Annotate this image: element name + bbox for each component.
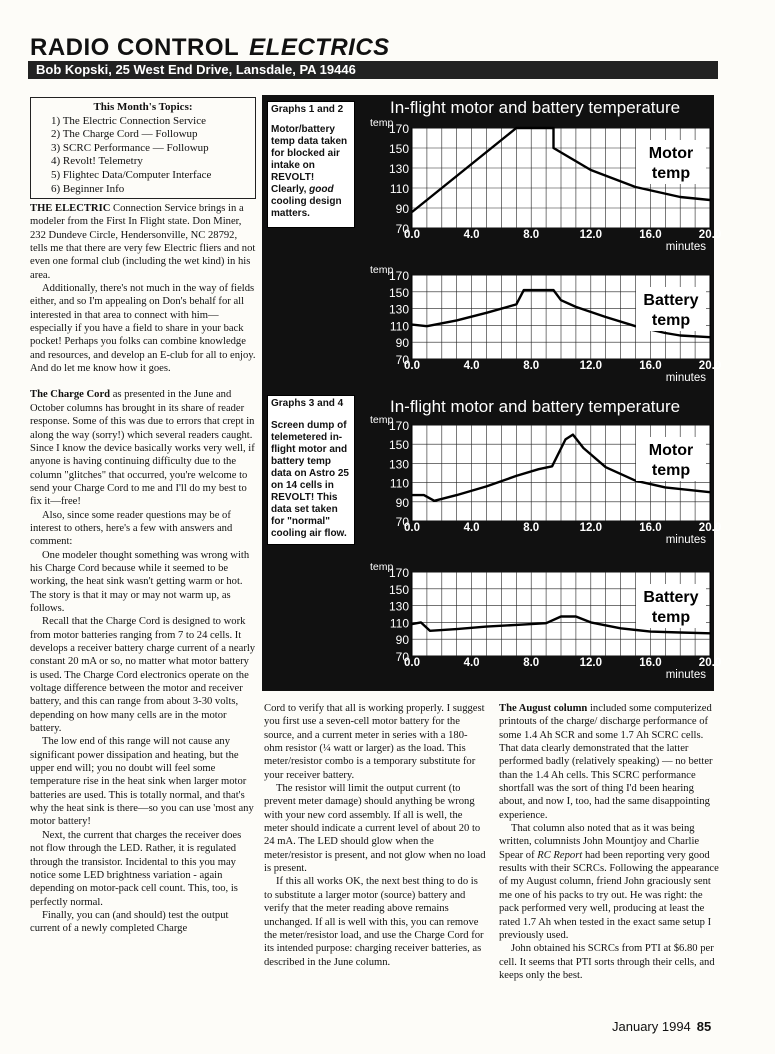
y-tick-label: 90: [395, 202, 409, 216]
note-text: Screen dump of telemetered in-flight motor and battery temp data on Astro 25 on 14 cells in REVOLT! This data set taken for "normal" cooling air flow.: [271, 420, 349, 539]
graph-title-1: In-flight motor and battery temperature: [390, 98, 681, 117]
paragraph: One modeler thought something was wrong with his Charge Cord because while it seemed to be working, the heat sink wasn't getting warm or hot. The story is that it may or may not warm up, as follows.: [30, 549, 250, 614]
y-tick-label: 130: [388, 457, 409, 472]
paragraph: Recall that the Charge Cord is designed to work from motor batteries ranging from 7 to 24 cells. It develops a receiver battery charge current of a nearly constant 20 mA or so, no matter what motor battery is used. The Charge Cord electronics operate on the voltage difference between the motor and receiver battery, and this can range from about 3-30 volts, depending on how many cells are in the motor battery.: [30, 616, 256, 735]
paragraph-text: That column also noted that as it was being written, columnists John Mountjoy and Charlie Spear of: [499, 823, 700, 861]
x-axis-unit: minutes: [665, 372, 706, 384]
topic-item: 4) Revolt! Telemetry: [51, 155, 143, 168]
series-label: Motor: [648, 145, 694, 162]
y-tick-label: 170: [388, 419, 409, 433]
article-column-3: [499, 702, 719, 982]
y-tick-label: 70: [395, 650, 409, 664]
series-label: temp: [651, 165, 691, 182]
paragraph-text: as presented in the June and October columns has brought in its share of reader response. Some of this was due to errors that crept in along the way (sorry!) which several readers caught. Since I know the device basically works very well, if anyone is having continuing difficulty due to the column "glitches" that occurred, you're welcome to send your Charge Cord to me and I'll do my best to fix it—free!: [30, 389, 255, 508]
paragraph: John obtained his SCRCs from PTI at $6.80 per cell. It seems that PTI sorts through their cells, and keeps only the best.: [499, 943, 715, 981]
paragraph: [30, 388, 256, 508]
series-label: Battery: [643, 292, 699, 309]
magazine-name: RC Report: [537, 849, 583, 861]
x-tick-label: 20.0: [698, 657, 722, 669]
page-footer: [612, 1019, 711, 1034]
x-axis-unit: minutes: [665, 241, 706, 253]
y-tick-label: 110: [389, 319, 409, 334]
y-tick-label: 90: [395, 336, 409, 351]
paragraph: Next, the current that charges the receiver does not flow through the LED. Rather, it is regulated through the transistor. Incidental to this you may notice some LED brightness variation - again depending on motor-pack cell count. This, too, is perfectly normal.: [30, 829, 242, 908]
paragraph: If this all works OK, the next best thing to do is to substitute a larger motor (source) battery and verify that the meter reading above remains unchanged. If all is well with this, you can remove the meter/resistor load, and use the Charge Cord for its intended purpose: charging receiver batteries, as described in the June column.: [264, 876, 484, 968]
x-tick-label: 4.0: [463, 360, 480, 372]
paragraph: Finally, you can (and should) test the output current of a newly completed Charge: [30, 909, 229, 935]
article-column-1: [30, 202, 256, 936]
y-tick-label: 170: [388, 566, 409, 580]
x-tick-label: 4.0: [463, 229, 480, 241]
x-tick-label: 0.0: [404, 229, 420, 241]
paragraph-text: had been reporting very good results with their SCRCs. Following the appearance of my August column, friend John graciously sent me one of his packs to try out. He was right: the pack performed very well, producing at least the rated 1.7 Ah when tested in the exact same setup I previously used.: [499, 849, 719, 941]
series-label: Motor: [648, 442, 694, 459]
paragraph: [30, 202, 256, 282]
y-tick-label: 110: [389, 476, 409, 491]
series-label: temp: [651, 609, 691, 626]
topics-heading: This Month's Topics:: [93, 101, 193, 113]
x-tick-label: 12.0: [579, 229, 602, 241]
lead-in: The Charge Cord: [30, 389, 111, 401]
lead-in: THE ELECTRIC: [30, 203, 111, 214]
x-tick-label: 16.0: [639, 522, 662, 534]
lead-in: The August column: [499, 703, 588, 714]
x-tick-label: 0.0: [404, 657, 420, 669]
topic-item: 2) The Charge Cord — Followup: [51, 128, 198, 141]
series-label: Battery: [643, 589, 699, 606]
y-tick-label: 130: [388, 162, 409, 176]
page-number: 85: [696, 1019, 712, 1034]
y-tick-label: 130: [388, 599, 409, 614]
y-tick-label: 110: [389, 616, 409, 631]
y-tick-label: 150: [388, 582, 409, 597]
x-tick-label: 0.0: [404, 360, 420, 372]
author-byline: Bob Kopski, 25 West End Drive, Lansdale, PA 19446: [28, 61, 718, 79]
x-tick-label: 8.0: [523, 522, 540, 534]
x-tick-label: 4.0: [463, 522, 480, 534]
x-tick-label: 4.0: [463, 657, 480, 669]
y-tick-label: 90: [395, 495, 409, 510]
y-tick-label: 90: [395, 633, 409, 648]
x-axis-unit: minutes: [665, 534, 706, 546]
issue-date: January 1994: [612, 1019, 691, 1034]
paragraph-text: Connection Service brings in a modeler from the First In Flight state. Don Miner, 232 Dundeve Circle, Hendersonville, NC 28792, tells me that there are very few Electric fliers and not even one formal club (including the wet kind) in his area.: [30, 203, 256, 281]
series-label: temp: [651, 462, 691, 479]
paragraph: [499, 702, 719, 822]
temperature-charts: [262, 95, 722, 691]
x-tick-label: 8.0: [523, 657, 540, 669]
y-tick-label: 150: [388, 285, 409, 300]
x-axis-unit: minutes: [665, 669, 706, 681]
y-axis-label: temp: [370, 414, 394, 426]
page-title: [30, 34, 390, 62]
y-axis-label: temp: [370, 264, 394, 276]
y-tick-label: 110: [389, 182, 409, 196]
y-axis-label: temp: [370, 117, 394, 129]
title-main: RADIO CONTROL: [30, 34, 240, 61]
y-tick-label: 70: [395, 353, 409, 367]
paragraph: Also, since some reader questions may be of interest to others, here's a few with answers and comment:: [30, 509, 233, 548]
x-tick-label: 8.0: [523, 360, 540, 372]
y-axis-label: temp: [370, 561, 394, 573]
topic-item: 1) The Electric Connection Service: [51, 114, 206, 127]
note-heading: Graphs 3 and 4: [271, 398, 344, 409]
topics-box: [30, 97, 256, 199]
paragraph: Cord to verify that all is working properly. I suggest you first use a seven-cell motor battery for the source, and a current meter in series with a 180-ohm resistor (¼ watt or larger) as the load. This meter/resistor combo is a temporary substitute for your receiver battery.: [264, 703, 485, 781]
title-em: ELECTRICS: [249, 34, 390, 61]
y-tick-label: 70: [395, 222, 409, 236]
topic-item: 6) Beginner Info: [51, 182, 125, 195]
note-text: cooling design matters.: [271, 196, 342, 219]
x-tick-label: 16.0: [639, 229, 662, 241]
graph-panel: [262, 95, 722, 691]
paragraph: The resistor will limit the output current (to prevent meter damage) should anything be wrong with your new cord assembly. If all is well, the meter should indicate a current level of about 20 to 24 mA. The LED should glow when the meter/resistor is present, and not glow when no load is present.: [264, 783, 486, 875]
paragraph: The low end of this range will not cause any significant power dissipation and heating, but the upper end will; you no doubt will feel some temperature rise in the heat sink when larger motor batteries are used. This is totally normal, and that's why the heat sink is there—so you can use 'most any motor battery!: [30, 736, 254, 828]
y-tick-label: 170: [388, 122, 409, 136]
y-tick-label: 70: [395, 515, 409, 529]
x-tick-label: 12.0: [579, 522, 602, 534]
topic-item: 3) SCRC Performance — Followup: [51, 141, 209, 154]
y-tick-label: 150: [388, 438, 409, 453]
x-tick-label: 20.0: [698, 229, 722, 241]
x-tick-label: 20.0: [698, 522, 722, 534]
x-tick-label: 16.0: [639, 360, 662, 372]
x-tick-label: 12.0: [579, 657, 602, 669]
graph-title-2: In-flight motor and battery temperature: [390, 397, 681, 416]
x-tick-label: 12.0: [579, 360, 602, 372]
x-tick-label: 16.0: [639, 657, 662, 669]
note-text: Motor/battery temp data taken for blocked air intake on REVOLT! Clearly,: [271, 124, 348, 195]
paragraph: [499, 822, 719, 942]
y-tick-label: 150: [388, 142, 409, 156]
article-column-2: [264, 702, 486, 969]
paragraph-text: included some computerized printouts of the charge/ discharge performance of some 1.4 Ah SCR and some 1.7 Ah SCRC cells. That data clearly demonstrated that the latter performed badly (relatively speaking) — no better than the 1.4 Ah cells. This SCRC performance shortfall was the sort of thing I'd been hearing about, and now I, too, had the same disappointing experience.: [499, 703, 713, 821]
note-heading: Graphs 1 and 2: [271, 104, 344, 115]
x-tick-label: 8.0: [523, 229, 540, 241]
x-tick-label: 0.0: [404, 522, 420, 534]
x-tick-label: 20.0: [698, 360, 722, 372]
paragraph: Additionally, there's not much in the way of fields either, and so I'm appealing on Don's behalf for all interested in that area to connect with him—especially if you have a field to share in your back pocket! Perhaps you folks can combine knowledge and resources, and develop an E-club for all to enjoy. And do let me know how it goes.: [30, 283, 256, 375]
series-label: temp: [651, 312, 691, 329]
y-tick-label: 130: [388, 302, 409, 317]
note-emphasis: good: [309, 184, 334, 195]
topic-item: 5) Flightec Data/Computer Interface: [51, 168, 212, 181]
y-tick-label: 170: [388, 269, 409, 283]
